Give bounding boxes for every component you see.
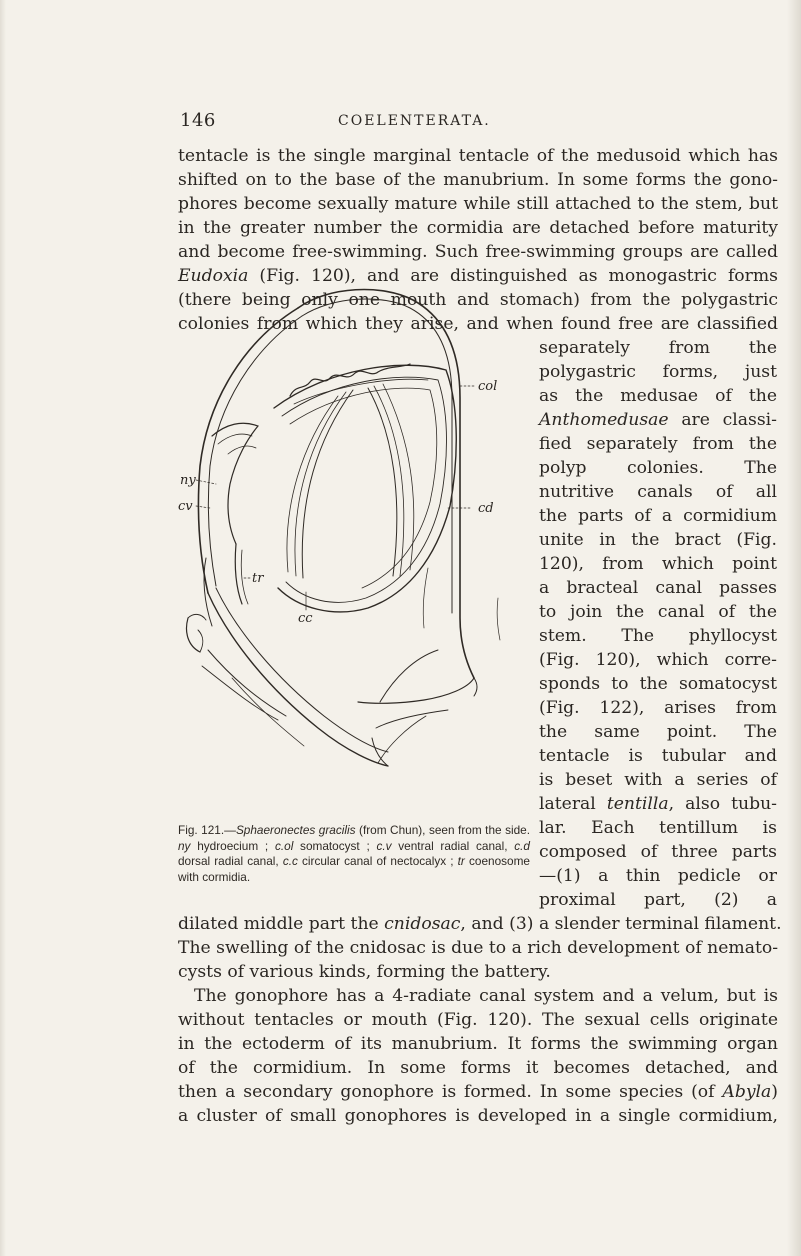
- text-line: separately from the: [539, 338, 777, 358]
- figure-caption: Fig. 121.—Sphaeronectes gracilis (from Chun), seen from the side. ny hydroecium ; c.ol somatocyst ; c.v ventral radial canal, c.d dorsal radial canal, c.c circular canal of nectocalyx ; tr coenosome with cormidia.: [178, 823, 530, 884]
- bell-outline-left: [198, 308, 298, 593]
- page-gutter-shadow: [0, 0, 6, 1256]
- text-line: shifted on to the base of the manubrium. In some forms the gono-: [178, 170, 778, 190]
- text-line: Anthomedusae are classi-: [539, 410, 777, 430]
- text-line: 120), from which point: [539, 554, 777, 574]
- text-line: is beset with a series of: [539, 770, 777, 790]
- radial-canal: [302, 390, 353, 578]
- text-line: a bracteal canal passes: [539, 578, 777, 598]
- text-line: as the medusae of the: [539, 386, 777, 406]
- text-line: proximal part, (2) a: [539, 890, 777, 910]
- text-line: The gonophore has a 4-radiate canal system and a velum, but is: [194, 986, 778, 1006]
- text-line: sponds to the somatocyst: [539, 674, 777, 694]
- figure-label-col: col: [478, 379, 498, 394]
- text-line: composed of three parts: [539, 842, 777, 862]
- text-line: (Fig. 120), which corre-: [539, 650, 777, 670]
- text-line: the same point. The: [539, 722, 777, 742]
- text-line: and become free-swimming. Such free-swimming groups are called: [178, 242, 778, 262]
- text-line: to join the canal of the: [539, 602, 777, 622]
- text-line: then a secondary gonophore is formed. In some species (of Abyla): [178, 1082, 778, 1102]
- figure-label-cc: cc: [298, 611, 313, 626]
- text-line: (there being only one mouth and stomach) from the polygastric: [178, 290, 778, 310]
- text-line: stem. The phyllocyst: [539, 626, 777, 646]
- figure-label-ny: ny: [180, 473, 196, 488]
- figure-label-tr: tr: [252, 571, 264, 586]
- coenosome: [235, 544, 242, 604]
- caption-species: Sphaeronectes gracilis: [235, 823, 356, 837]
- radial-canal: [368, 388, 397, 576]
- text-line: Eudoxia (Fig. 120), and are distinguished as monogastric forms: [178, 266, 778, 286]
- figure-label-cd: cd: [478, 501, 494, 516]
- text-line: lar. Each tentillum is: [539, 818, 777, 838]
- text-line: the parts of a cormidium: [539, 506, 777, 526]
- text-line: (Fig. 122), arises from: [539, 698, 777, 718]
- text-line: cysts of various kinds, forming the battery.: [178, 962, 551, 982]
- text-line: of the cormidium. In some forms it becomes detached, and: [178, 1058, 778, 1078]
- text-line: nutritive canals of all: [539, 482, 777, 502]
- text-line: The swelling of the cnidosac is due to a rich development of nemato-: [178, 938, 779, 958]
- figure-label-cv: cv: [178, 499, 193, 514]
- hydroecium: [212, 423, 258, 544]
- text-line: tentacle is tubular and: [539, 746, 777, 766]
- text-line: dilated middle part the cnidosac, and (3) a slender terminal filament.: [178, 914, 782, 934]
- text-line: —(1) a thin pedicle or: [539, 866, 777, 886]
- bell-outline: [298, 290, 474, 678]
- text-line: colonies from which they arise, and when found free are classified: [178, 314, 778, 334]
- text-line: in the greater number the cormidia are detached before maturity: [178, 218, 778, 238]
- taxon-name: Abyla: [722, 1082, 772, 1102]
- term-italic: cnidosac: [384, 914, 461, 934]
- text-line: unite in the bract (Fig.: [539, 530, 777, 550]
- text-line: lateral tentilla, also tubu-: [539, 794, 777, 814]
- taxon-name: Anthomedusae: [539, 410, 669, 430]
- page-number: 146: [180, 110, 216, 131]
- text-line: polygastric forms, just: [539, 362, 777, 382]
- text-line: without tentacles or mouth (Fig. 120). The sexual cells originate: [178, 1010, 778, 1030]
- text-line: polyp colonies. The: [539, 458, 777, 478]
- text-line: fied separately from the: [539, 434, 777, 454]
- figure-sphaeronectes-illustration: [178, 258, 513, 823]
- page-edge-shadow: [787, 0, 801, 1256]
- text-line: tentacle is the single marginal tentacle of the medusoid which has: [178, 146, 778, 166]
- text-line: a cluster of small gonophores is developed in a single cormidium,: [178, 1106, 778, 1126]
- running-head: COELENTERATA.: [338, 113, 491, 129]
- term-italic: tentilla: [606, 794, 669, 814]
- taxon-name: Eudoxia: [178, 266, 249, 286]
- text-line: phores become sexually mature while still attached to the stem, but: [178, 194, 778, 214]
- text-line: in the ectoderm of its manubrium. It forms the swimming organ: [178, 1034, 778, 1054]
